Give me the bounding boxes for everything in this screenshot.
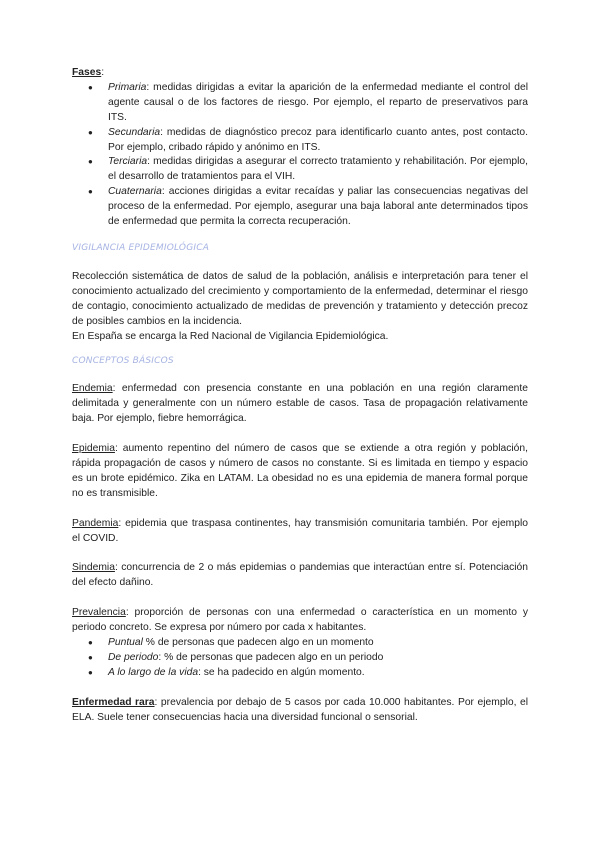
list-item [108,666,528,681]
enfermedad-rara-term: Enfermedad rara [72,696,155,708]
list-item [108,81,528,126]
vigilancia-heading: VIGILANCIA EPIDEMIOLÓGICA [72,242,210,253]
endemia-text: : enfermedad con presencia constante en una población en una región claramente delimitada y generalmente con un número estable de casos. Tasa de propagación relativamente baja. Por ejemplo, fiebre hemorrágica. [72,383,528,425]
fase-term: Primaria [108,81,147,93]
sindemia-definition [72,561,528,591]
pandemia-term: Pandemia [72,517,119,529]
prevalencia-type-text: : % de personas que padecen algo en un periodo [158,652,384,663]
fases-title: Fases [72,67,102,78]
sindemia-text: : concurrencia de 2 o más epidemias o pandemias que interactúan entre sí. Potenciación del efecto dañino. [72,562,528,589]
prevalencia-type-term: De periodo [108,652,159,663]
enfermedad-rara-text: : prevalencia por debajo de 5 casos por cada 10.000 habitantes. Por ejemplo, el ELA. Suele tener consecuencias hacia una diversidad funcional o sensorial. [72,696,529,723]
prevalencia-definition [72,606,528,636]
fases-heading-line [72,66,528,81]
fase-term: Secundaria [108,126,161,138]
document-page [72,66,528,726]
prevalencia-list [72,636,528,681]
epidemia-text: : aumento repentino del número de casos que se extiende a otra región y población, rápida propagación de casos y número de casos no constante. Si es limitada en tiempo y espacio es un brote epidémico. Zika en LATAM. La obesidad no es una epidemia de manera formal porque no es transmisible. [72,443,528,499]
prevalencia-text: : proporción de personas con una enfermedad o característica en un momento y periodo concreto. Se expresa por número por cada x habitantes. [72,607,528,634]
list-item [108,155,528,185]
enfermedad-rara-definition [72,696,528,726]
fase-text: : acciones dirigidas a evitar recaídas y paliar las consecuencias negativas del proceso de la enfermedad. Por ejemplo, asegurar una baja laboral ante determinados tipos de enfermedad que permita la correcta recuperación. [108,186,528,228]
conceptos-heading: CONCEPTOS BÁSICOS [72,356,174,367]
fase-term: Terciaria [108,156,148,168]
pandemia-definition [72,517,528,547]
prevalencia-type-text: : se ha padecido en algún momento. [198,666,365,678]
list-item [108,636,528,651]
epidemia-term: Epidemia [72,443,115,455]
epidemia-definition [72,442,528,502]
vigilancia-note: En España se encarga la Red Nacional de Vigilancia Epidemiológica. [72,330,389,342]
list-item [108,126,528,156]
endemia-term: Endemia [72,383,113,395]
prevalencia-type-term: A lo largo de la vida [108,666,199,678]
prevalencia-type-term: Puntual [108,637,143,649]
list-item [108,651,528,666]
list-item [108,185,528,230]
fase-term: Cuaternaria [108,186,162,198]
fases-list [72,81,528,230]
endemia-definition [72,382,528,427]
sindemia-term: Sindemia [72,562,115,574]
fases-colon: : [101,67,105,78]
prevalencia-type-text: % de personas que padecen algo en un momento [142,637,374,649]
pandemia-text: : epidemia que traspasa continentes, hay transmisión comunitaria también. Por ejemplo el COVID. [72,517,528,544]
fase-text: : medidas dirigidas a asegurar el correcto tratamiento y rehabilitación. Por ejemplo, el desarrollo de tratamientos para el VIH. [108,156,528,183]
prevalencia-term: Prevalencia [72,607,126,619]
vigilancia-paragraph: Recolección sistemática de datos de salud de la población, análisis e interpretación para tener el conocimiento actualizado del crecimiento y comportamiento de la enfermedad, determinar el riesgo de contagio, conocimiento actualizado de medidas de prevención y tratamiento y detección precoz de posibles cambios en la incidencia. [72,270,528,327]
fase-text: : medidas de diagnóstico precoz para identificarlo cuanto antes, post contacto. Por ejemplo, cribado rápido y anónimo en ITS. [108,126,528,153]
fase-text: : medidas dirigidas a evitar la aparición de la enfermedad mediante el control del agente causal o de los factores de riesgo. Por ejemplo, el reparto de preservativos para ITS. [108,81,528,123]
